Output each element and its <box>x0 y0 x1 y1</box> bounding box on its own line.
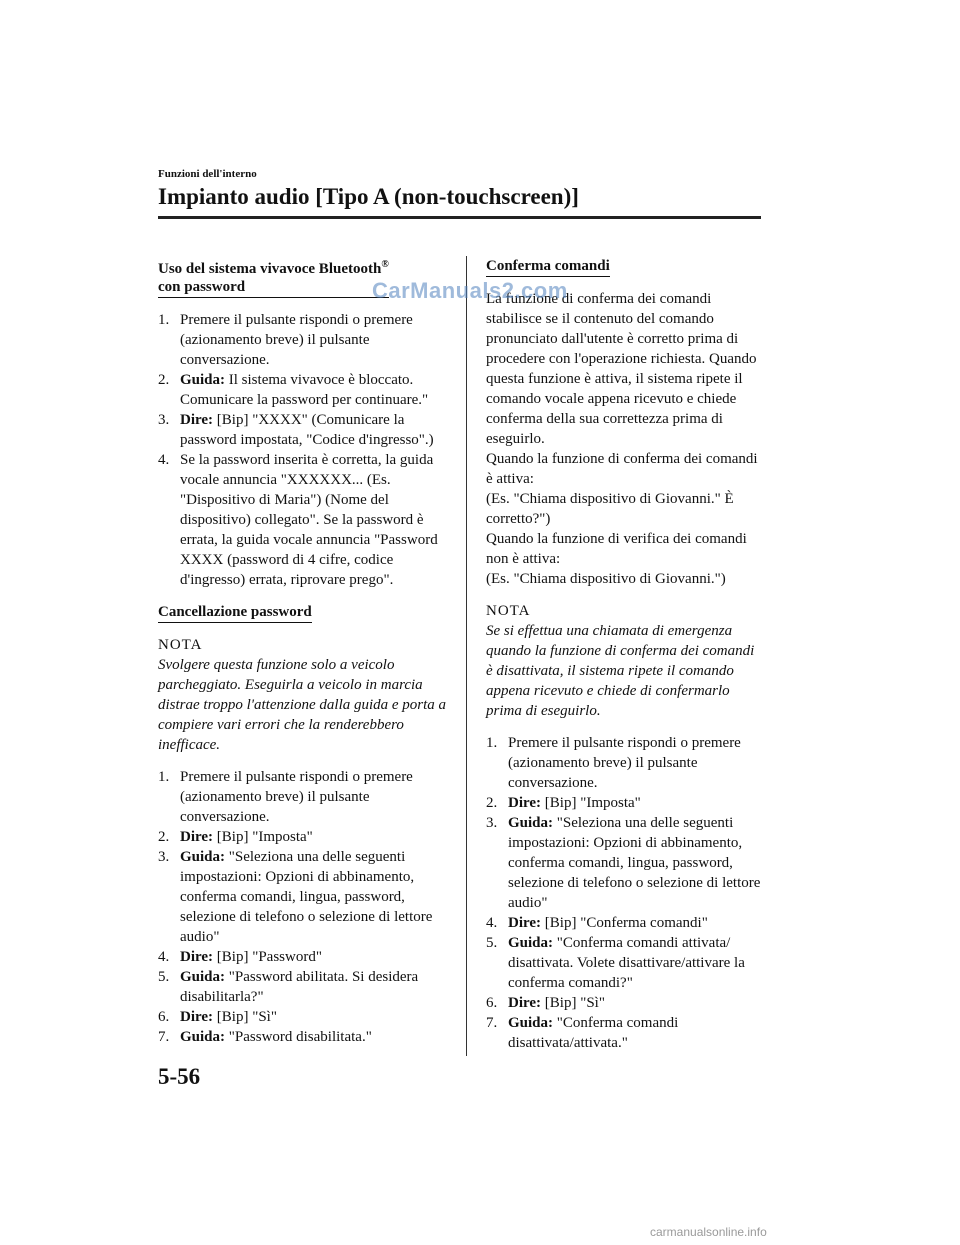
step-text <box>180 410 450 450</box>
note-text: Svolgere questa funzione solo a veicolo parcheggiato. Eseguirla a veicolo in marcia distrae troppo l'attenzione dalla guida e porta a compiere vari errori che la renderebbero inefficace. <box>158 657 447 753</box>
step-number: 3. <box>158 412 170 428</box>
heading-bluetooth-password: Uso del sistema vivavoce Bluetooth® con password <box>158 256 389 298</box>
step-body: [Bip] "Sì" <box>213 1009 277 1025</box>
step-number: 2. <box>158 829 170 845</box>
step-text <box>180 370 450 410</box>
step-number: 4. <box>158 452 170 468</box>
step-label: Dire: <box>180 829 214 845</box>
step-body: [Bip] "Imposta" <box>213 829 313 845</box>
step-number: 5. <box>486 935 498 951</box>
step-number: 6. <box>486 995 498 1011</box>
note-text: Se si effettua una chiamata di emergenza quando la funzione di conferma dei comandi è disattivata, il sistema ripete il comando appena ricevuto e chiede di confermarlo prima di eseguirlo. <box>486 623 755 719</box>
step-text <box>180 450 450 590</box>
step-text <box>180 767 450 827</box>
step-number: 6. <box>158 1009 170 1025</box>
step-item <box>486 933 764 993</box>
step-item <box>158 370 450 410</box>
step-body: [Bip] "Sì" <box>541 995 605 1011</box>
step-body: Premere il pulsante rispondi o premere (azionamento breve) il pulsante conversazione. <box>180 769 413 825</box>
left-column <box>158 256 450 1059</box>
step-body: "Password disabilitata." <box>225 1029 372 1045</box>
step-label: Dire: <box>508 995 542 1011</box>
step-item <box>158 827 450 847</box>
step-number: 2. <box>486 795 498 811</box>
step-label: Dire: <box>180 412 214 428</box>
intro-paragraph: La funzione di conferma dei comandi stabilisce se il contenuto del comando pronunciato dall'utente è corretto prima di procedere con l'operazione richiesta. Quando questa funzione è attiva, il sistema ripete il comando vocale appena ricevuto e chiede conferma della sua correttezza prima di eseguirlo. <box>486 291 757 447</box>
step-item <box>486 1013 764 1053</box>
step-item <box>158 947 450 967</box>
step-number: 5. <box>158 969 170 985</box>
step-item <box>158 967 450 1007</box>
step-number: 7. <box>486 1015 498 1031</box>
step-item <box>486 813 764 913</box>
step-item <box>158 450 450 590</box>
heading-command-confirmation: Conferma comandi <box>486 257 610 277</box>
step-body: "Seleziona una delle seguenti impostazioni: Opzioni di abbinamento, conferma comandi, lingua, password, selezione di telefono o selezione di lettore audio" <box>180 849 433 945</box>
step-label: Guida: <box>180 372 226 388</box>
step-label: Dire: <box>180 949 214 965</box>
step-number: 1. <box>158 769 170 785</box>
step-text <box>508 913 764 933</box>
step-body: "Password abilitata. Si desidera disabilitarla?" <box>180 969 419 1005</box>
step-item <box>158 1007 450 1027</box>
step-body: Premere il pulsante rispondi o premere (azionamento breve) il pulsante conversazione. <box>180 312 413 368</box>
page-title: Impianto audio [Tipo A (non-touchscreen)] <box>158 184 579 209</box>
step-item <box>486 793 764 813</box>
step-label: Guida: <box>508 815 554 831</box>
heading-cancel-password: Cancellazione password <box>158 603 312 623</box>
step-label: Dire: <box>180 1009 214 1025</box>
paragraph: Quando la funzione di verifica dei comandi non è attiva: <box>486 531 747 567</box>
watermark-footer: carmanualsonline.info <box>650 1225 767 1239</box>
step-item <box>158 310 450 370</box>
section-label: Funzioni dell'interno <box>158 168 257 180</box>
step-body: [Bip] "Conferma comandi" <box>541 915 708 931</box>
paragraph: Quando la funzione di conferma dei comandi è attiva: <box>486 451 758 487</box>
step-label: Guida: <box>180 969 226 985</box>
step-item <box>158 1027 450 1047</box>
step-text <box>508 1013 764 1053</box>
step-body: [Bip] "Password" <box>213 949 322 965</box>
step-text <box>508 793 764 813</box>
step-number: 1. <box>158 312 170 328</box>
step-body: Premere il pulsante rispondi o premere (azionamento breve) il pulsante conversazione. <box>508 735 741 791</box>
step-label: Guida: <box>508 935 554 951</box>
step-text <box>180 310 450 370</box>
step-text <box>508 933 764 993</box>
step-label: Guida: <box>180 1029 226 1045</box>
step-body: "Seleziona una delle seguenti impostazioni: Opzioni di abbinamento, conferma comandi, lingua, password, selezione di telefono o selezione di lettore audio" <box>508 815 761 911</box>
title-rule <box>158 216 761 219</box>
paragraph: (Es. "Chiama dispositivo di Giovanni.") <box>486 571 726 587</box>
step-number: 3. <box>486 815 498 831</box>
step-body: [Bip] "XXXX" (Comunicare la password impostata, "Codice d'ingresso".) <box>180 412 434 448</box>
step-item <box>158 767 450 827</box>
step-text <box>180 1027 450 1047</box>
step-label: Dire: <box>508 795 542 811</box>
step-label: Guida: <box>508 1015 554 1031</box>
step-item <box>158 410 450 450</box>
step-text <box>180 967 450 1007</box>
watermark-logo: CarManuals2.com <box>372 278 568 303</box>
steps-bluetooth-password <box>158 310 450 590</box>
step-body: "Conferma comandi attivata/ disattivata. Volete disattivare/attivare la conferma comandi?" <box>508 935 745 991</box>
step-text <box>508 813 764 913</box>
step-item <box>486 733 764 793</box>
step-text <box>508 993 764 1013</box>
step-body: "Conferma comandi disattivata/attivata." <box>508 1015 679 1051</box>
note-label: NOTA <box>486 603 531 619</box>
paragraph: (Es. "Chiama dispositivo di Giovanni." È corretto?") <box>486 491 734 527</box>
step-text <box>180 947 450 967</box>
page-number: 5-56 <box>158 1064 201 1089</box>
step-label: Guida: <box>180 849 226 865</box>
step-number: 1. <box>486 735 498 751</box>
right-column <box>486 256 764 1065</box>
step-item <box>158 847 450 947</box>
step-text <box>180 827 450 847</box>
step-text <box>508 733 764 793</box>
step-label: Dire: <box>508 915 542 931</box>
step-item <box>486 993 764 1013</box>
step-item <box>486 913 764 933</box>
step-body: Il sistema vivavoce è bloccato. Comunicare la password per continuare." <box>180 372 429 408</box>
step-body: [Bip] "Imposta" <box>541 795 641 811</box>
step-number: 2. <box>158 372 170 388</box>
steps-cancel-password <box>158 767 450 1047</box>
step-body: Se la password inserita è corretta, la guida vocale annuncia "XXXXXX... (Es. "Dispositivo di Maria") (Nome del dispositivo) collegato". Se la password è errata, la guida vocale annuncia "Password XXXX (password di 4 cifre, codice d'ingresso) errata, riprovare prego". <box>180 452 438 588</box>
step-number: 3. <box>158 849 170 865</box>
steps-command-confirmation <box>486 733 764 1053</box>
step-text <box>180 847 450 947</box>
step-number: 7. <box>158 1029 170 1045</box>
note-label: NOTA <box>158 637 203 653</box>
column-divider <box>466 256 467 1056</box>
step-number: 4. <box>158 949 170 965</box>
step-text <box>180 1007 450 1027</box>
step-number: 4. <box>486 915 498 931</box>
